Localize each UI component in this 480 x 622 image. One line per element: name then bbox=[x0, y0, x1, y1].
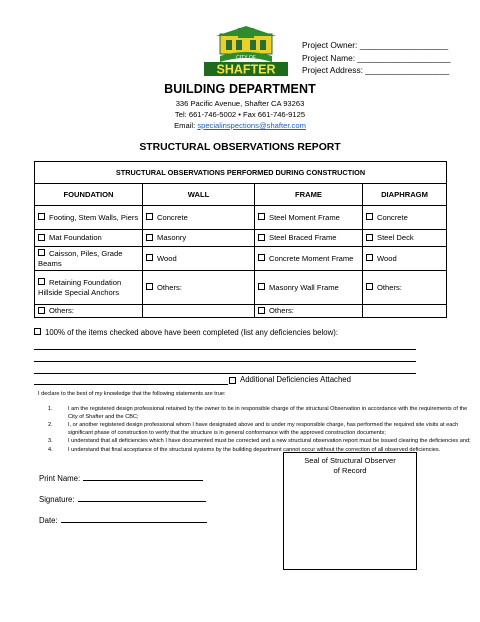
header-wall: WALL bbox=[143, 184, 255, 206]
list-item: 4. I understand that final acceptance of the structural systems by the building department cannot occur without the correction of all observed deficiencies. bbox=[48, 446, 441, 453]
table-cell[interactable] bbox=[255, 206, 363, 230]
additional-deficiencies-label: Additional Deficiencies Attached bbox=[240, 375, 351, 385]
project-owner-field[interactable]: Project Owner: ___________________ bbox=[302, 40, 449, 50]
table-cell[interactable] bbox=[255, 305, 363, 318]
option-label: Masonry bbox=[157, 233, 187, 242]
header-diaphragm: DIAPHRAGM bbox=[363, 184, 447, 206]
completion-label: 100% of the items checked above have been completed (list any deficiencies below): bbox=[45, 328, 338, 337]
table-cell[interactable] bbox=[143, 247, 255, 271]
option-label: Wood bbox=[157, 253, 177, 263]
department-email-line bbox=[0, 121, 480, 132]
option-label: Others: bbox=[377, 282, 402, 292]
option-label: Others: bbox=[269, 306, 294, 315]
table-cell[interactable] bbox=[363, 247, 447, 271]
table-cell[interactable] bbox=[363, 206, 447, 230]
table-cell bbox=[363, 305, 447, 318]
table-cell[interactable] bbox=[35, 206, 143, 230]
city-logo bbox=[200, 26, 292, 78]
checkbox[interactable] bbox=[229, 377, 236, 384]
print-name-row bbox=[39, 469, 207, 490]
additional-deficiencies-row bbox=[34, 374, 446, 385]
header-frame: FRAME bbox=[255, 184, 363, 206]
project-name-field[interactable]: Project Name: ____________________ bbox=[302, 52, 451, 63]
logo-city-of: CITY OF bbox=[236, 55, 256, 61]
checkbox[interactable] bbox=[38, 234, 45, 241]
deficiency-line[interactable] bbox=[34, 350, 416, 362]
option-label: Concrete bbox=[157, 212, 188, 222]
checkbox[interactable] bbox=[146, 234, 153, 241]
department-title: BUILDING DEPARTMENT bbox=[164, 82, 316, 96]
checkbox[interactable] bbox=[366, 234, 373, 241]
table-cell[interactable] bbox=[255, 230, 363, 247]
table-cell[interactable] bbox=[143, 271, 255, 305]
option-label: Wood bbox=[377, 253, 397, 263]
checkbox[interactable] bbox=[38, 213, 45, 220]
checkbox[interactable] bbox=[38, 307, 45, 314]
option-label: Caisson, Piles, Grade Beams bbox=[38, 248, 123, 268]
checkbox[interactable] bbox=[366, 213, 373, 220]
list-item: 3. I understand that all deficiencies which I have documented must be corrected and a new structural observation report must be issued clearing the deficiencies and; bbox=[48, 438, 471, 445]
table-banner: STRUCTURAL OBSERVATIONS PERFORMED DURING CONSTRUCTION bbox=[35, 162, 447, 184]
checkbox[interactable] bbox=[366, 283, 373, 290]
checkbox[interactable] bbox=[34, 328, 41, 335]
report-title: STRUCTURAL OBSERVATIONS REPORT bbox=[139, 142, 341, 153]
signature-field[interactable] bbox=[78, 493, 206, 502]
signature-row bbox=[39, 490, 207, 511]
logo-shafter: SHAFTER bbox=[216, 62, 276, 77]
deficiency-line[interactable] bbox=[34, 375, 228, 385]
table-cell[interactable] bbox=[35, 230, 143, 247]
signature-block bbox=[39, 469, 207, 531]
list-item: 2. I, or another registered design professional whom I have designated above and is under my responsible charge, has performed the required site visits at each significant phase of construction to verify that the structure is in general conformance with the approved construction documents; bbox=[48, 422, 459, 436]
table-cell[interactable] bbox=[255, 247, 363, 271]
checkbox[interactable] bbox=[258, 254, 265, 261]
deficiency-line[interactable] bbox=[34, 338, 416, 350]
checkbox[interactable] bbox=[258, 283, 265, 290]
table-cell[interactable] bbox=[363, 230, 447, 247]
department-address: 336 Pacific Avenue, Shafter CA 93263 bbox=[175, 99, 305, 108]
project-address-field[interactable]: Project Address: __________________ bbox=[302, 65, 450, 76]
date-field[interactable] bbox=[61, 514, 207, 523]
department-address-block bbox=[0, 99, 480, 131]
header-foundation: FOUNDATION bbox=[35, 184, 143, 206]
declaration-list bbox=[38, 406, 478, 456]
print-name-label: Print Name: bbox=[39, 474, 81, 483]
table-cell bbox=[143, 305, 255, 318]
checkbox[interactable] bbox=[366, 254, 373, 261]
option-label: Others: bbox=[49, 306, 74, 315]
date-row bbox=[39, 511, 207, 532]
seal-box[interactable] bbox=[283, 452, 417, 570]
table-cell[interactable] bbox=[363, 271, 447, 305]
checkbox[interactable] bbox=[258, 213, 265, 220]
print-name-field[interactable] bbox=[83, 472, 203, 481]
seal-box-label: Seal of Structural Observer of Record bbox=[304, 456, 396, 475]
table-cell[interactable] bbox=[35, 271, 143, 305]
table-cell[interactable] bbox=[143, 206, 255, 230]
option-label: Steel Moment Frame bbox=[269, 212, 340, 222]
option-label: Steel Braced Frame bbox=[269, 233, 337, 242]
option-label: Mat Foundation bbox=[49, 233, 102, 242]
option-label: Concrete bbox=[377, 212, 408, 222]
option-label: Concrete Moment Frame bbox=[269, 253, 354, 263]
checkbox[interactable] bbox=[38, 278, 45, 285]
checkbox[interactable] bbox=[146, 254, 153, 261]
checkbox[interactable] bbox=[258, 234, 265, 241]
date-label: Date: bbox=[39, 515, 58, 525]
signature-label: Signature: bbox=[39, 494, 75, 504]
checkbox[interactable] bbox=[146, 283, 153, 290]
checkbox[interactable] bbox=[38, 249, 45, 256]
table-cell[interactable] bbox=[255, 271, 363, 305]
deficiency-line[interactable] bbox=[34, 362, 416, 374]
observations-table bbox=[34, 161, 447, 318]
department-phone-fax: Tel: 661-746-5002 • Fax 661-746-9125 bbox=[174, 109, 306, 119]
option-label: Footing, Stem Walls, Piers bbox=[49, 212, 139, 222]
option-label: Masonry Wall Frame bbox=[269, 282, 339, 292]
checkbox[interactable] bbox=[146, 213, 153, 220]
declaration-intro: I declare to the best of my knowledge that the following statements are true: bbox=[38, 391, 226, 397]
checkbox[interactable] bbox=[258, 307, 265, 314]
project-info bbox=[302, 39, 451, 77]
table-cell[interactable] bbox=[143, 230, 255, 247]
completion-statement[interactable] bbox=[34, 327, 446, 338]
option-label: Retaining Foundation Hillside Special Anchors bbox=[38, 277, 122, 297]
table-cell[interactable] bbox=[35, 305, 143, 318]
option-label: Steel Deck bbox=[377, 233, 414, 242]
table-cell[interactable] bbox=[35, 247, 143, 271]
deficiency-section bbox=[34, 327, 446, 385]
list-item: 1. I am the registered design professional retained by the owner to be in responsible charge of the structural Observation in accordance with the requirements of the City of Shafter and the CBC; bbox=[48, 406, 468, 420]
email-label: Email: bbox=[174, 120, 198, 130]
option-label: Others: bbox=[157, 282, 182, 292]
email-link[interactable]: specialinspections@shafter.com bbox=[197, 120, 306, 130]
